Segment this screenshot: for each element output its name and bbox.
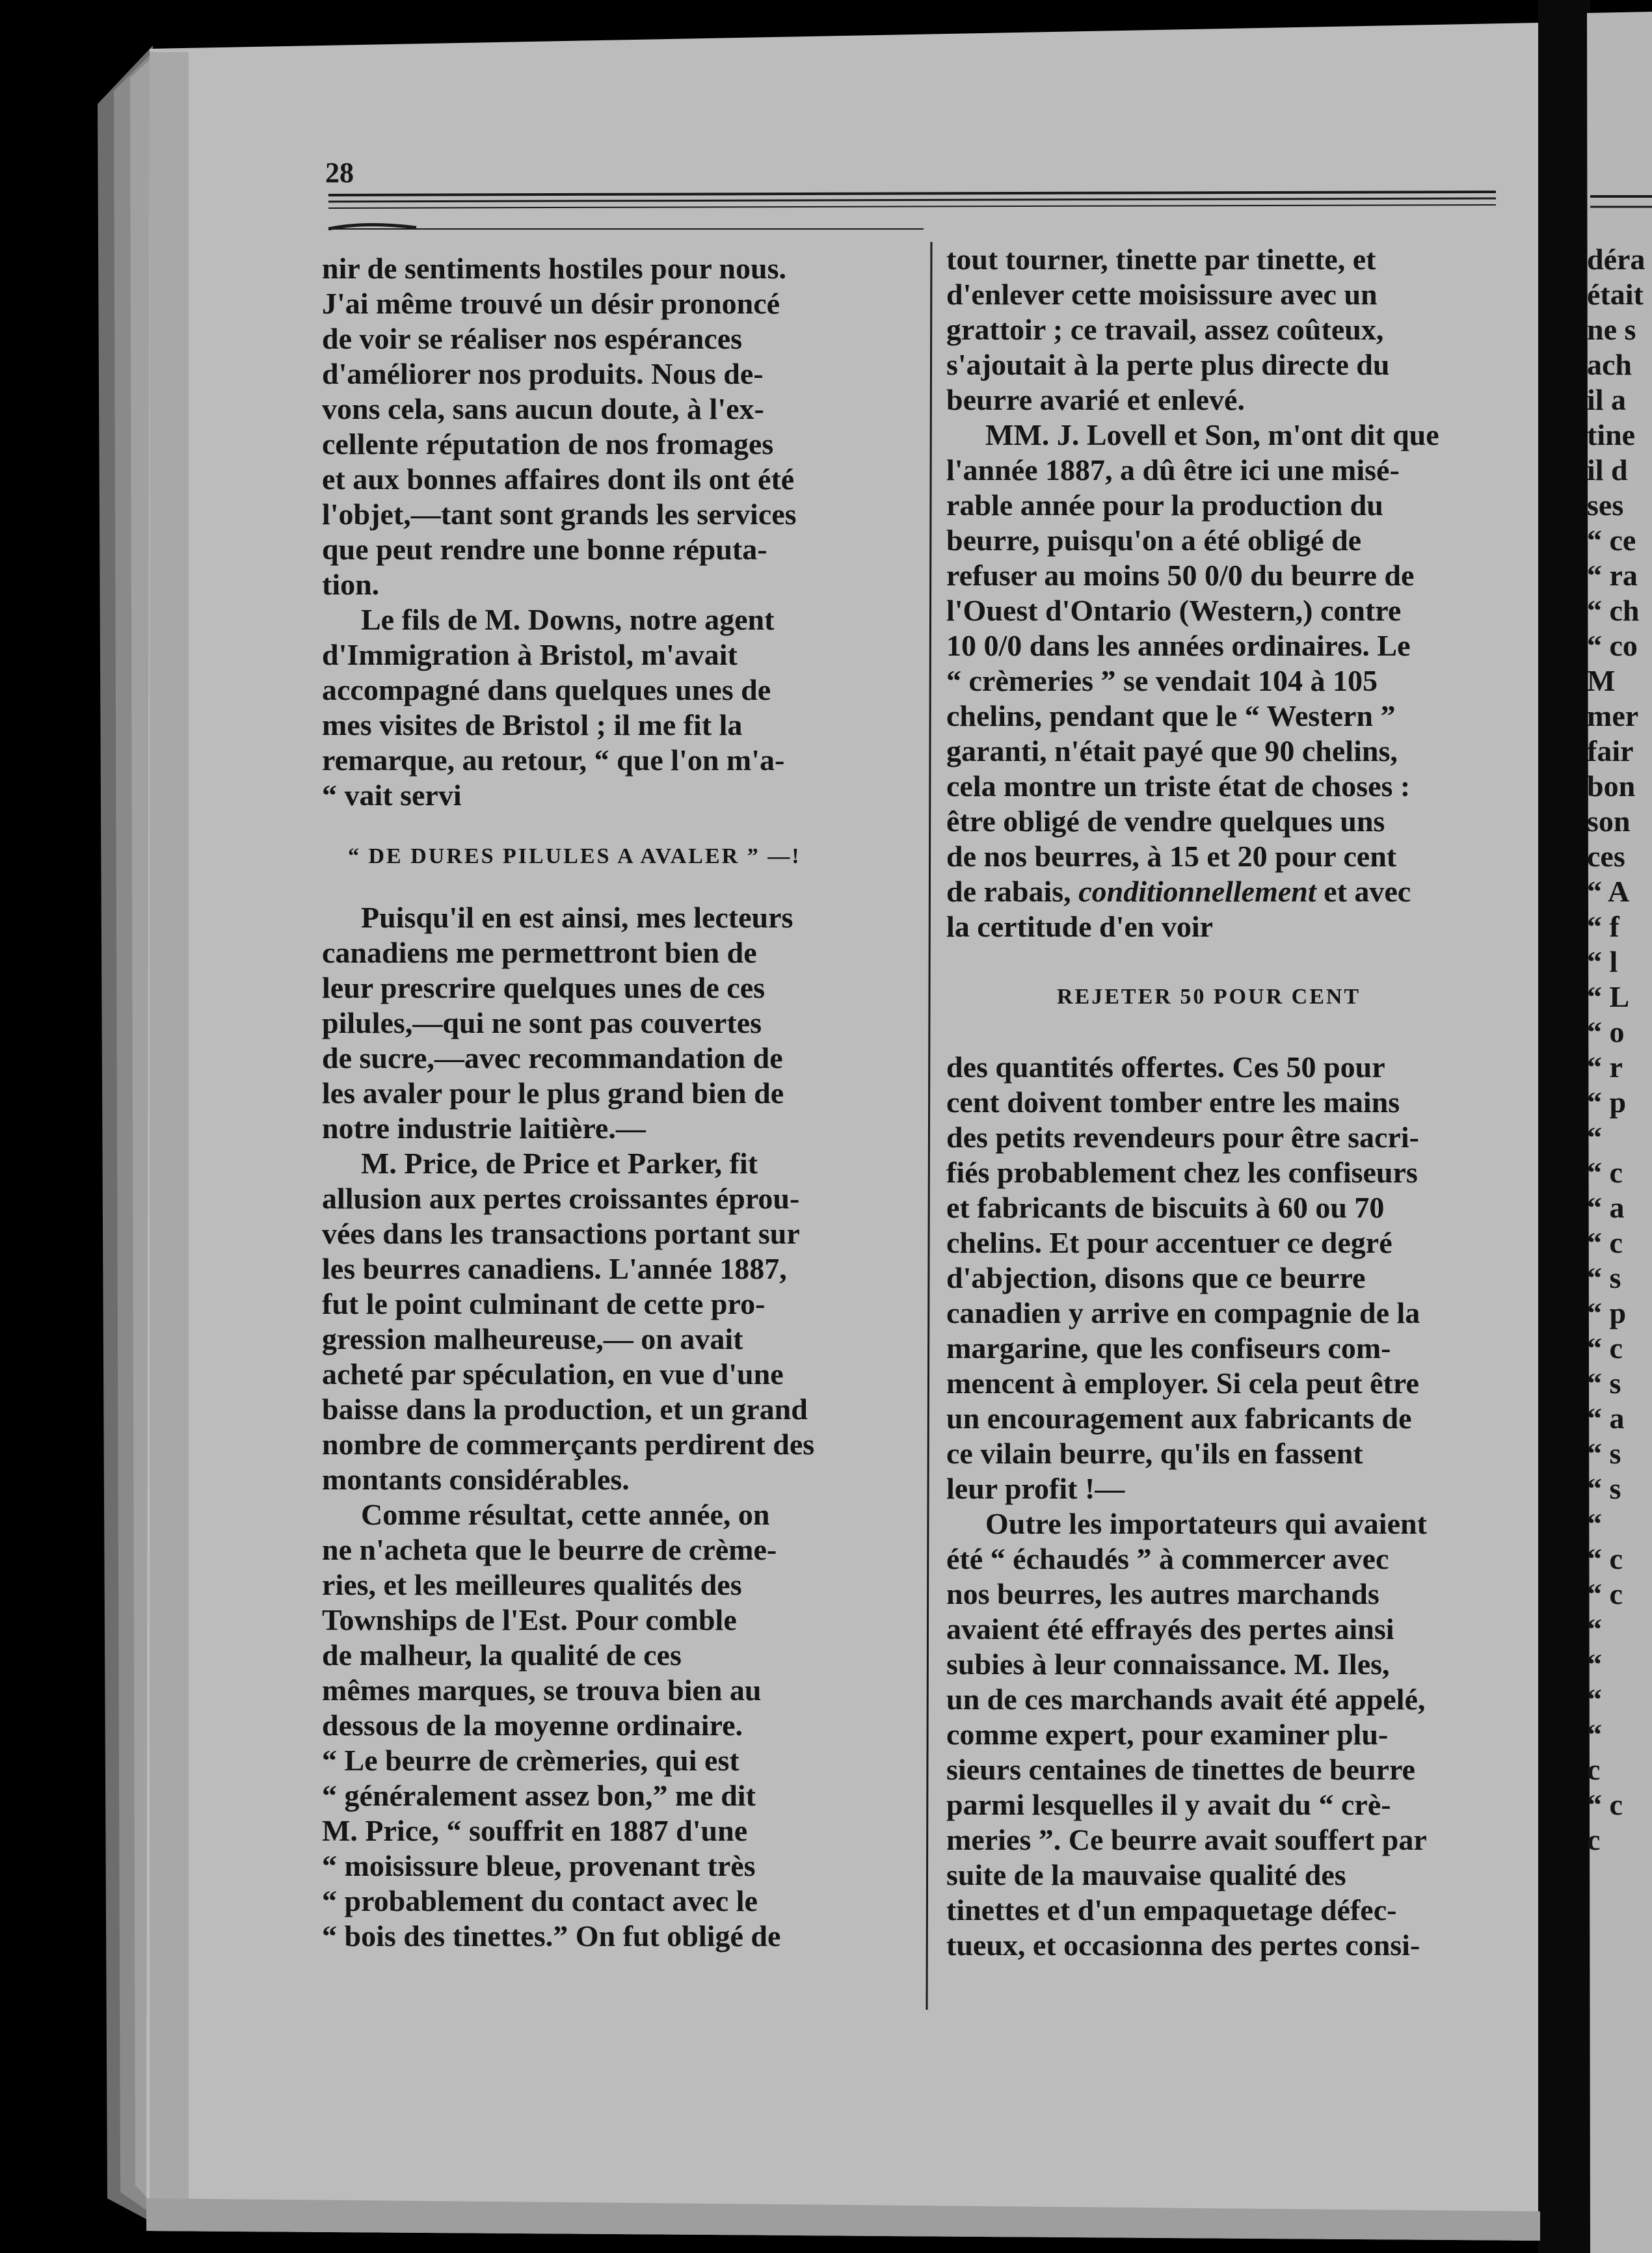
text-line: allusion aux pertes croissantes éprou- xyxy=(322,1182,800,1215)
text-line: les avaler pour le plus grand bien de xyxy=(322,1076,784,1110)
text-line-fragment: bon xyxy=(1587,769,1636,803)
text-line: beurre avarié et enlevé. xyxy=(946,383,1245,416)
text-line: Puisqu'il en est ainsi, mes lecteurs xyxy=(361,901,793,934)
text-line: cela montre un triste état de choses : xyxy=(946,769,1411,803)
text-line: été “ échaudés ” à commercer avec xyxy=(946,1542,1389,1575)
text-line: “ vait servi xyxy=(322,779,462,812)
text-line-fragment: déra xyxy=(1587,243,1645,276)
text-line: de sucre,—avec recommandation de xyxy=(322,1041,783,1074)
text-line: de nos beurres, à 15 et 20 pour cent xyxy=(946,840,1397,873)
text-line: nos beurres, les autres marchands xyxy=(946,1577,1379,1610)
text-line: “ probablement du contact avec le xyxy=(322,1884,758,1917)
text-line: rable année pour la production du xyxy=(946,488,1383,522)
text-line-fragment: ach xyxy=(1587,348,1632,381)
text-line-fragment: “ a xyxy=(1587,1191,1625,1224)
text-line-fragment: “ a xyxy=(1587,1402,1625,1435)
text-line: mencent à employer. Si cela peut être xyxy=(946,1366,1419,1400)
text-line-fragment: “ l xyxy=(1587,945,1618,978)
text-line: accompagné dans quelques unes de xyxy=(322,673,771,706)
text-line-fragment: c xyxy=(1587,1823,1601,1856)
text-line: d'abjection, disons que ce beurre xyxy=(946,1261,1366,1294)
text-line: vées dans les transactions portant sur xyxy=(322,1217,800,1250)
text-line: parmi lesquelles il y avait du “ crè- xyxy=(946,1788,1391,1821)
text-line: d'enlever cette moisissure avec un xyxy=(946,278,1378,311)
paragraph xyxy=(946,242,1548,418)
text-line-fragment: “ p xyxy=(1587,1296,1627,1329)
text-line: d'améliorer nos produits. Nous de- xyxy=(322,357,764,390)
text-line-fragment: “ ra xyxy=(1587,559,1638,592)
text-line: “ généralement assez bon,” me dit xyxy=(322,1779,756,1812)
section-heading: REJETER 50 POUR CENT xyxy=(1057,985,1361,1009)
text-line: mêmes marques, se trouva bien au xyxy=(322,1673,762,1707)
text-line: meries ”. Ce beurre avait souffert par xyxy=(946,1823,1427,1856)
text-line: “ moisissure bleue, provenant très xyxy=(322,1849,756,1882)
text-line-fragment: “ r xyxy=(1587,1050,1623,1084)
paragraph xyxy=(322,251,924,602)
text-line: chelins. Et pour accentuer ce degré xyxy=(946,1226,1392,1259)
text-line: mes visites de Bristol ; il me fit la xyxy=(322,708,743,741)
paragraph xyxy=(946,418,1548,944)
text-line: de malheur, la qualité de ces xyxy=(322,1638,682,1672)
text-line-fragment: “ co xyxy=(1587,629,1638,662)
text-line: des quantités offertes. Ces 50 pour xyxy=(946,1050,1385,1084)
paragraph xyxy=(322,1146,924,1497)
text-fragment: de rabais, xyxy=(946,875,1079,908)
text-line-fragment: “ xyxy=(1587,1121,1602,1154)
page-number: 28 xyxy=(325,157,354,189)
text-line: gression malheureuse,— on avait xyxy=(322,1322,743,1355)
text-line-fragment: “ c xyxy=(1587,1542,1623,1575)
text-line-fragment: ses xyxy=(1587,488,1624,522)
text-line: s'ajoutait à la perte plus directe du xyxy=(946,348,1390,381)
text-line-fragment: son xyxy=(1587,805,1631,838)
text-line: J'ai même trouvé un désir prononcé xyxy=(322,287,780,320)
text-line: un de ces marchands avait été appelé, xyxy=(946,1683,1426,1716)
text-line: refuser au moins 50 0/0 du beurre de xyxy=(946,559,1415,592)
text-line-fragment: c xyxy=(1587,1753,1601,1786)
text-line: leur profit !— xyxy=(946,1472,1125,1505)
text-line: subies à leur connaissance. M. Iles, xyxy=(946,1647,1390,1681)
text-line-fragment: “ f xyxy=(1587,910,1619,943)
text-line: MM. J. Lovell et Son, m'ont dit que xyxy=(985,418,1439,451)
text-line: les beurres canadiens. L'année 1887, xyxy=(322,1252,787,1285)
text-line-fragment: “ c xyxy=(1587,1788,1623,1821)
text-line-fragment: “ xyxy=(1587,1507,1602,1540)
text-line-fragment: mer xyxy=(1587,699,1639,732)
text-line: canadien y arrive en compagnie de la xyxy=(946,1296,1420,1329)
text-line: l'année 1887, a dû être ici une misé- xyxy=(946,453,1400,487)
text-line-fragment: “ c xyxy=(1587,1331,1623,1365)
text-line: cellente réputation de nos fromages xyxy=(322,427,774,460)
text-line xyxy=(946,874,1548,909)
text-line: l'objet,—tant sont grands les services xyxy=(322,498,797,531)
text-line: nombre de commerçants perdirent des xyxy=(322,1428,815,1461)
text-fragment: et avec xyxy=(1316,875,1411,908)
text-line: que peut rendre une bonne réputa- xyxy=(322,533,767,566)
text-line: des petits revendeurs pour être sacri- xyxy=(946,1121,1419,1154)
text-line: “ bois des tinettes.” On fut obligé de xyxy=(322,1919,781,1953)
text-line: avaient été effrayés des pertes ainsi xyxy=(946,1612,1394,1646)
section-heading: “ DE DURES PILULES A AVALER ” —! xyxy=(348,844,801,868)
text-line-fragment: “ ch xyxy=(1587,594,1640,627)
text-line: tion. xyxy=(322,568,380,601)
text-line-fragment: M xyxy=(1587,664,1616,697)
text-line: sieurs centaines de tinettes de beurre xyxy=(946,1753,1415,1786)
text-line-fragment: tine xyxy=(1587,418,1636,451)
text-line-fragment: “ s xyxy=(1587,1472,1621,1505)
text-line: de voir se réaliser nos espérances xyxy=(322,322,743,355)
text-line-fragment: il d xyxy=(1587,453,1628,487)
text-line: tinettes et d'un empaquetage défec- xyxy=(946,1893,1397,1926)
text-line: garanti, n'était payé que 90 chelins, xyxy=(946,734,1398,767)
text-line: et fabricants de biscuits à 60 ou 70 xyxy=(946,1191,1385,1224)
text-line: l'Ouest d'Ontario (Western,) contre xyxy=(946,594,1402,627)
text-line-fragment: “ c xyxy=(1587,1226,1623,1259)
text-line-fragment: “ s xyxy=(1587,1366,1621,1400)
text-line: Comme résultat, cette année, on xyxy=(361,1498,770,1531)
paragraph xyxy=(322,900,924,1146)
text-line: 10 0/0 dans les années ordinaires. Le xyxy=(946,629,1411,662)
text-line-fragment: “ xyxy=(1587,1718,1602,1751)
text-line: comme expert, pour examiner plu- xyxy=(946,1718,1389,1751)
text-line: ne n'acheta que le beurre de crème- xyxy=(322,1533,777,1566)
text-line: margarine, que les confiseurs com- xyxy=(946,1331,1391,1365)
text-line: être obligé de vendre quelques uns xyxy=(946,805,1385,838)
text-line: canadiens me permettront bien de xyxy=(322,936,757,969)
left-column xyxy=(322,251,924,1954)
text-line: dessous de la moyenne ordinaire. xyxy=(322,1709,743,1742)
text-line: Townships de l'Est. Pour comble xyxy=(322,1603,737,1636)
text-line-fragment: il a xyxy=(1587,383,1627,416)
text-line: cent doivent tomber entre les mains xyxy=(946,1086,1400,1119)
text-line: tueux, et occasionna des pertes consi- xyxy=(946,1928,1420,1962)
text-line: montants considérables. xyxy=(322,1463,630,1496)
text-line-fragment: “ s xyxy=(1587,1261,1621,1294)
middle-column xyxy=(946,242,1548,1963)
text-line: un encouragement aux fabricants de xyxy=(946,1402,1412,1435)
text-line: baisse dans la production, et un grand xyxy=(322,1393,808,1426)
text-line-fragment: “ o xyxy=(1587,1015,1625,1048)
text-line: notre industrie laitière.— xyxy=(322,1112,646,1145)
text-line: grattoir ; ce travail, assez coûteux, xyxy=(946,313,1384,346)
text-line: acheté par spéculation, en vue d'une xyxy=(322,1357,784,1391)
text-line: fiés probablement chez les confiseurs xyxy=(946,1156,1418,1189)
text-line-fragment: “ L xyxy=(1587,980,1630,1013)
text-line: beurre, puisqu'on a été obligé de xyxy=(946,524,1362,557)
text-line: Outre les importateurs qui avaient xyxy=(985,1507,1427,1540)
paragraph xyxy=(946,1506,1548,1963)
text-line: vons cela, sans aucun doute, à l'ex- xyxy=(322,392,764,425)
text-line-fragment: “ c xyxy=(1587,1577,1623,1610)
text-line-fragment: ces xyxy=(1587,840,1625,873)
text-line-fragment: ne s xyxy=(1587,313,1636,346)
text-line: “ Le beurre de crèmeries, qui est xyxy=(322,1744,739,1777)
text-line: leur prescrire quelques unes de ces xyxy=(322,971,766,1004)
text-line: M. Price, “ souffrit en 1887 d'une xyxy=(322,1814,748,1847)
text-line: la certitude d'en voir xyxy=(946,910,1214,943)
text-line: remarque, au retour, “ que l'on m'a- xyxy=(322,743,785,777)
text-line: suite de la mauvaise qualité des xyxy=(946,1858,1346,1891)
text-line-fragment: “ p xyxy=(1587,1086,1627,1119)
text-line-fragment: était xyxy=(1587,278,1644,311)
italic-word: conditionnellement xyxy=(1078,875,1316,908)
text-line: nir de sentiments hostiles pour nous. xyxy=(322,252,786,285)
text-line: Le fils de M. Downs, notre agent xyxy=(361,603,775,636)
text-line: d'Immigration à Bristol, m'avait xyxy=(322,638,738,671)
text-line: tout tourner, tinette par tinette, et xyxy=(946,243,1376,276)
text-line: fut le point culminant de cette pro- xyxy=(322,1287,766,1320)
next-page-column-fragment xyxy=(1587,242,1652,1858)
text-line-fragment: “ xyxy=(1587,1683,1602,1716)
text-line: ries, et les meilleures qualités des xyxy=(322,1568,742,1601)
text-line: M. Price, de Price et Parker, fit xyxy=(361,1147,758,1180)
text-line-fragment: fair xyxy=(1587,734,1634,767)
text-line: chelins, pendant que le “ Western ” xyxy=(946,699,1396,732)
text-line: ce vilain beurre, qu'ils en fassent xyxy=(946,1437,1363,1470)
text-line-fragment: “ s xyxy=(1587,1437,1621,1470)
text-line-fragment: “ c xyxy=(1587,1156,1623,1189)
text-line-fragment: “ A xyxy=(1587,875,1630,908)
text-line: et aux bonnes affaires dont ils ont été xyxy=(322,462,795,496)
text-line-fragment: “ xyxy=(1587,1647,1602,1681)
paragraph xyxy=(322,1497,924,1954)
text-line: “ crèmeries ” se vendait 104 à 105 xyxy=(946,664,1378,697)
paragraph xyxy=(946,1050,1548,1506)
text-line: pilules,—qui ne sont pas couvertes xyxy=(322,1006,762,1039)
paragraph xyxy=(322,602,924,813)
text-line-fragment: “ xyxy=(1587,1612,1602,1646)
text-line-fragment: “ ce xyxy=(1587,524,1636,557)
